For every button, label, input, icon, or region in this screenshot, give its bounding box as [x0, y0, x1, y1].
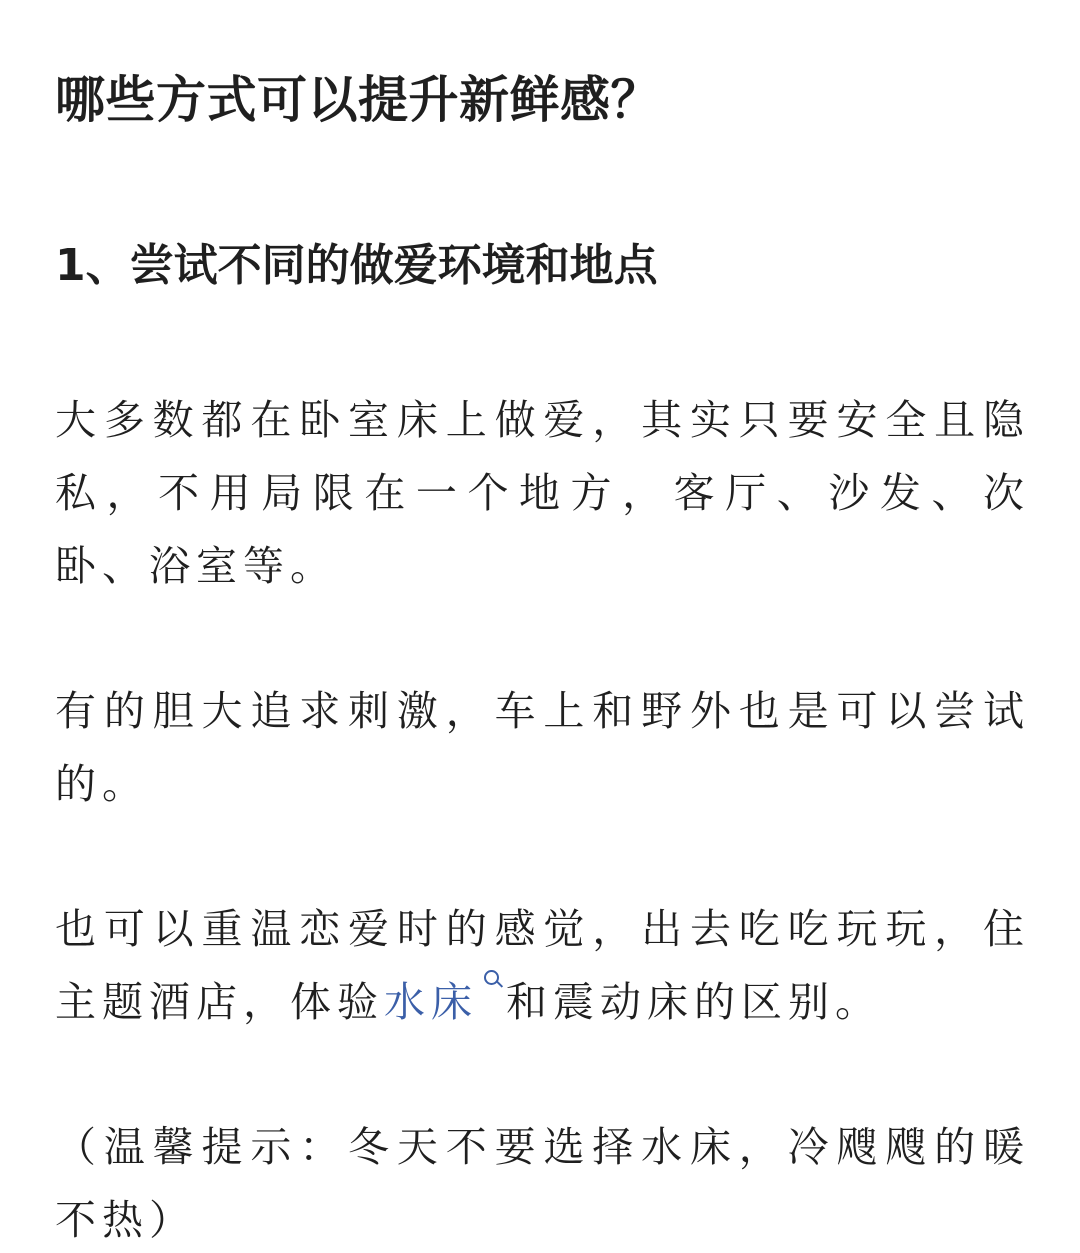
water-bed-link-text[interactable]: 水床 [384, 978, 478, 1026]
search-icon[interactable] [482, 968, 504, 994]
article-title: 哪些方式可以提升新鲜感？ [55, 71, 661, 129]
paragraph-text-after-link: 和震动床的区别。 [506, 978, 882, 1026]
water-bed-search-link[interactable] [384, 978, 506, 1026]
paragraph-text-before-link: 也可以重温恋爱时的感觉，出去吃吃玩玩，住主题酒店，体验 [55, 905, 1030, 1026]
paragraph-tip: （温馨提示：冬天不要选择水床，冷飕飕的暖不热） [55, 1123, 1030, 1244]
paragraph-locations: 大多数都在卧室床上做爱，其实只要安全且隐私，不用局限在一个地方，客厅、沙发、次卧、浴室等。 [55, 396, 1030, 590]
paragraph-romance [55, 821, 1030, 1039]
paragraph-adventure: 有的胆大追求刺激，车上和野外也是可以尝试的。 [55, 687, 1030, 808]
article-body [55, 0, 1030, 1253]
section-heading: 1、尝试不同的做爱环境和地点 [55, 240, 658, 291]
